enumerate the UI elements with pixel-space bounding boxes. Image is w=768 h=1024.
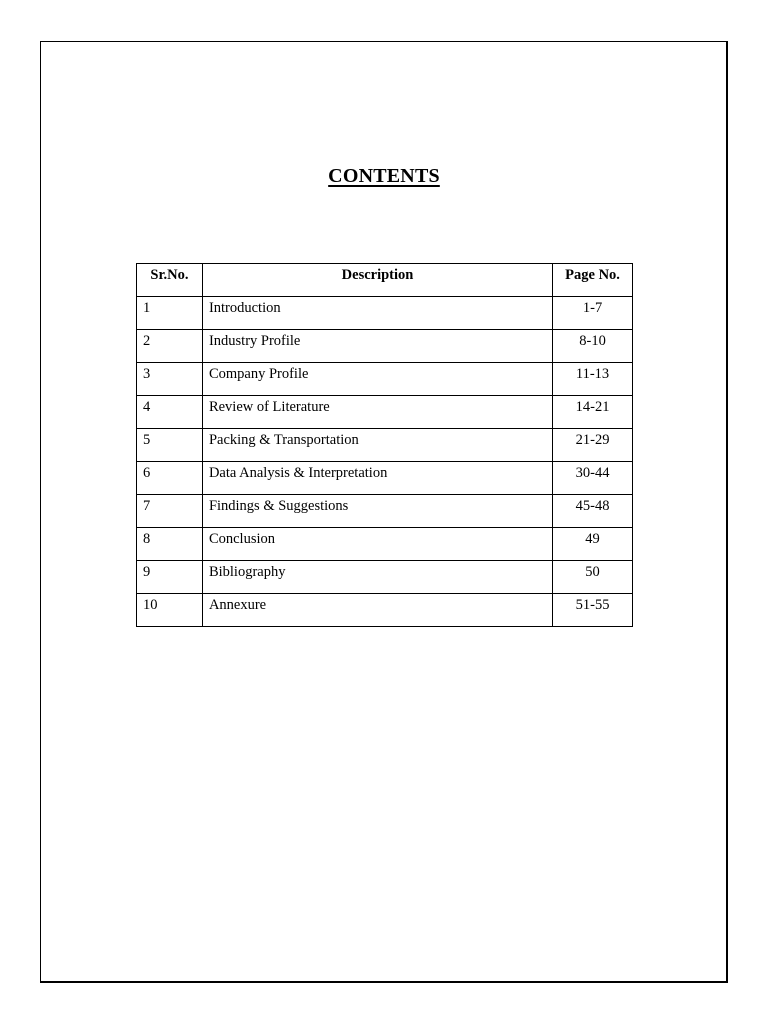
row-description: Annexure: [202, 594, 552, 627]
page-title: CONTENTS: [328, 165, 440, 187]
row-sr-no: 10: [137, 594, 203, 627]
table-header-row: [137, 264, 633, 297]
row-page-no: 49: [553, 528, 633, 561]
row-description: Findings & Suggestions: [202, 495, 552, 528]
row-description: Data Analysis & Interpretation: [202, 462, 552, 495]
row-sr-no: 9: [137, 561, 203, 594]
row-sr-no: 7: [137, 495, 203, 528]
row-page-no: 51-55: [553, 594, 633, 627]
row-description: Packing & Transportation: [202, 429, 552, 462]
row-page-no: 45-48: [553, 495, 633, 528]
table-row: [137, 495, 633, 528]
row-page-no: 50: [553, 561, 633, 594]
header-page-no: Page No.: [553, 264, 633, 297]
row-description: Bibliography: [202, 561, 552, 594]
header-sr-no: Sr.No.: [137, 264, 203, 297]
row-sr-no: 3: [137, 363, 203, 396]
row-description: Conclusion: [202, 528, 552, 561]
row-sr-no: 4: [137, 396, 203, 429]
row-page-no: 14-21: [553, 396, 633, 429]
row-description: Introduction: [202, 297, 552, 330]
table-row: [137, 528, 633, 561]
table-row: [137, 561, 633, 594]
row-sr-no: 8: [137, 528, 203, 561]
header-description: Description: [202, 264, 552, 297]
row-page-no: 21-29: [553, 429, 633, 462]
contents-table: [136, 263, 633, 627]
table-row: [137, 297, 633, 330]
table-row: [137, 396, 633, 429]
row-page-no: 30-44: [553, 462, 633, 495]
table-row: [137, 462, 633, 495]
table-row: [137, 594, 633, 627]
table-row: [137, 429, 633, 462]
row-page-no: 8-10: [553, 330, 633, 363]
table-row: [137, 363, 633, 396]
row-page-no: 1-7: [553, 297, 633, 330]
table-row: [137, 330, 633, 363]
row-sr-no: 6: [137, 462, 203, 495]
row-sr-no: 2: [137, 330, 203, 363]
row-sr-no: 1: [137, 297, 203, 330]
row-page-no: 11-13: [553, 363, 633, 396]
row-sr-no: 5: [137, 429, 203, 462]
row-description: Company Profile: [202, 363, 552, 396]
row-description: Review of Literature: [202, 396, 552, 429]
row-description: Industry Profile: [202, 330, 552, 363]
